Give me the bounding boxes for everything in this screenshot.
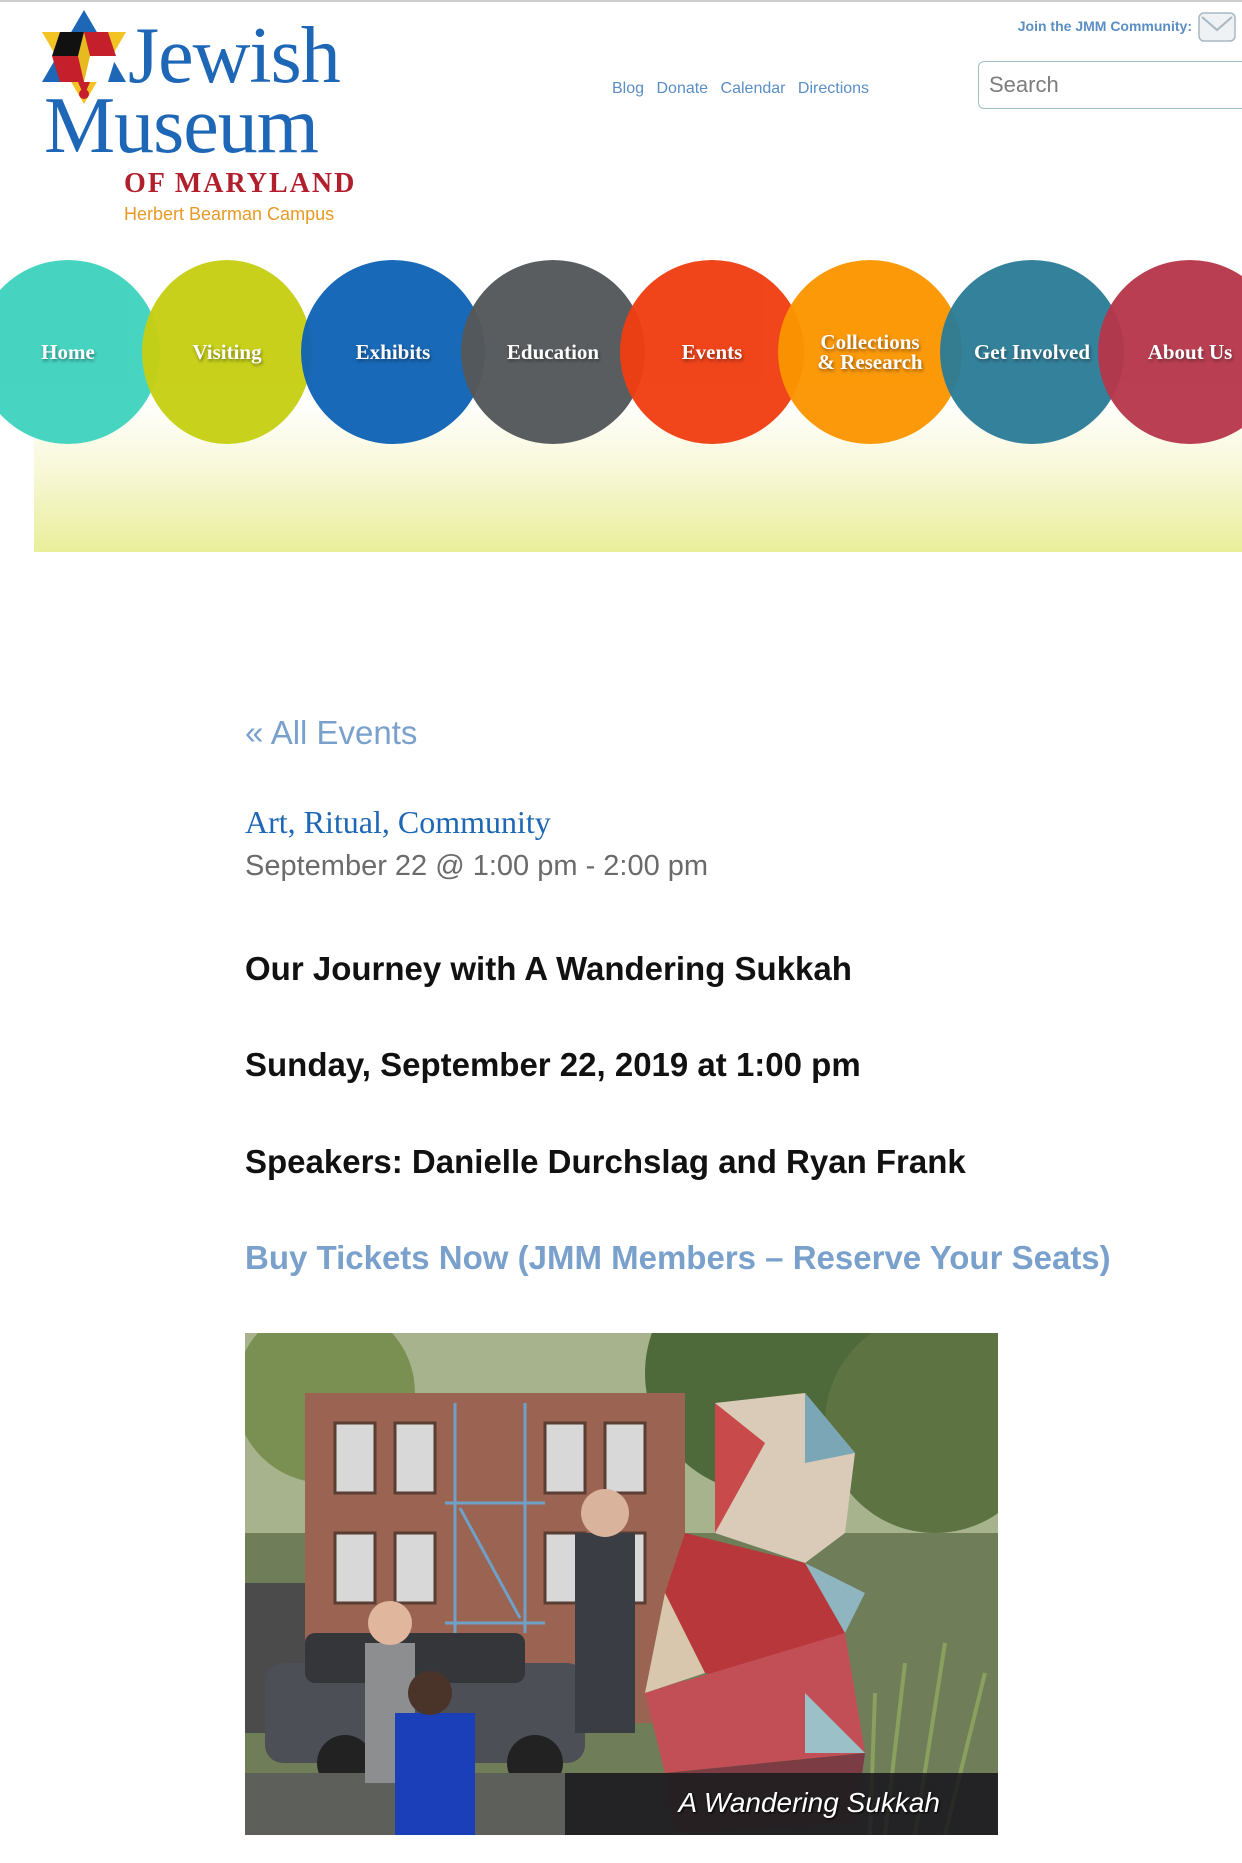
nav-collections[interactable] [778,260,962,444]
logo-wordmark-maryland: OF MARYLAND [124,168,357,199]
join-community-label: Join the JMM Community: [1017,18,1192,34]
event-categories[interactable]: Art, Ritual, Community [245,804,551,840]
museum-logo[interactable] [38,8,358,223]
event-date-line: Sunday, September 22, 2019 at 1:00 pm [245,1046,861,1083]
utility-links [612,80,877,98]
nav-home[interactable] [0,260,160,444]
buy-tickets-link[interactable]: Buy Tickets Now (JMM Members – Reserve Your Seats) [245,1239,1111,1276]
nav-label: Education [506,340,600,364]
blog-link[interactable]: Blog [612,80,645,97]
mail-icon[interactable] [1198,10,1236,44]
search-input[interactable]: Search [978,61,1242,109]
nav-label: About Us [1147,340,1233,364]
main-nav [0,260,1242,444]
nav-get-involved[interactable] [940,260,1124,444]
nav-events[interactable] [620,260,804,444]
nav-label: Collections & Research [817,330,923,374]
nav-label: Events [681,340,743,364]
event-title: Our Journey with A Wandering Sukkah [245,950,852,987]
nav-about-us[interactable] [1098,260,1242,444]
event-datetime: September 22 @ 1:00 pm - 2:00 pm [245,850,709,882]
nav-label: Get Involved [973,340,1091,364]
logo-wordmark-museum: Museum [44,82,318,170]
all-events-link[interactable]: « All Events [245,714,418,751]
event-speakers: Speakers: Danielle Durchslag and Ryan Frank [245,1143,966,1180]
photo-caption: A Wandering Sukkah [678,1787,940,1818]
nav-education[interactable] [461,260,645,444]
event-photo [245,1333,998,1835]
nav-visiting[interactable] [142,260,312,444]
donate-link[interactable]: Donate [656,80,709,97]
directions-link[interactable]: Directions [797,80,870,97]
nav-label: Exhibits [355,340,431,364]
logo-wordmark-jewish: Jewish [128,12,340,100]
nav-label: Home [41,340,95,364]
nav-exhibits[interactable] [301,260,485,444]
nav-label: Visiting [192,340,262,364]
sukkah-scene-illustration [245,1333,998,1835]
calendar-link[interactable]: Calendar [720,80,786,97]
logo-campus-name: Herbert Bearman Campus [124,204,335,224]
